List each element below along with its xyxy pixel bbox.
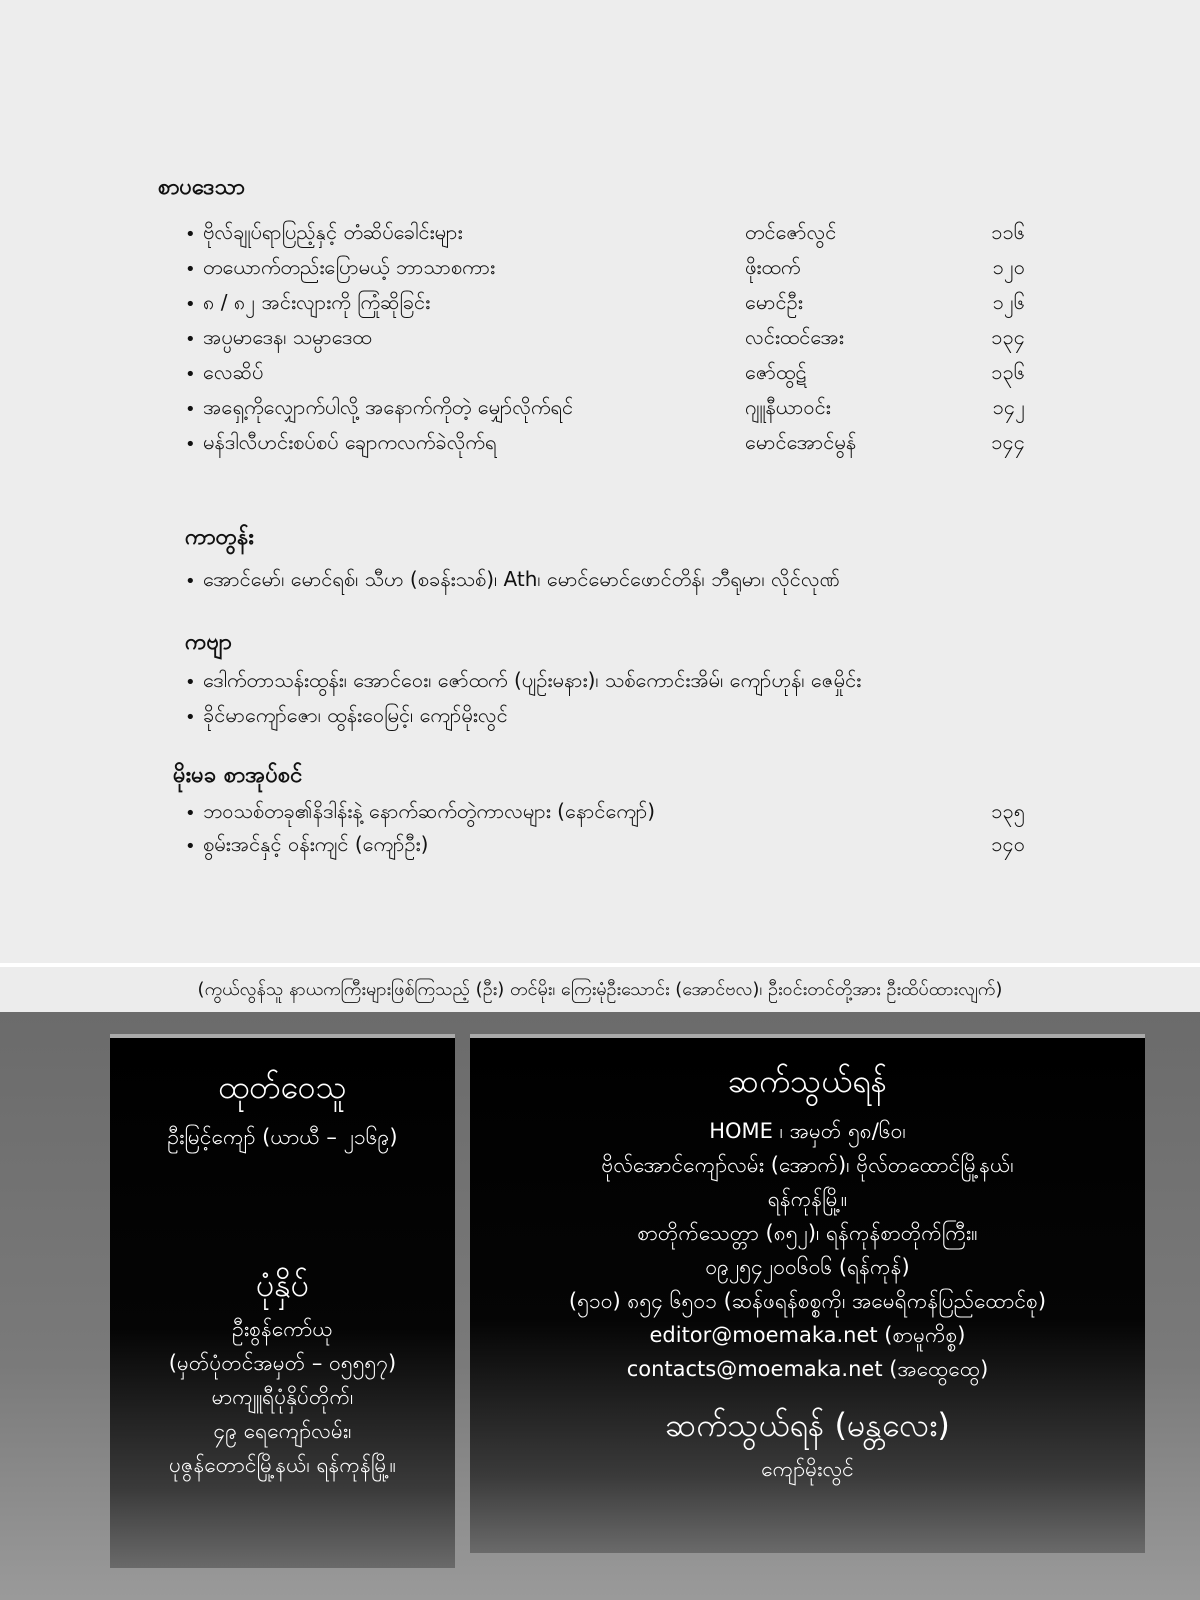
publisher-panel xyxy=(110,1034,455,1568)
list-item: • မန်ဒါလီဟင်းစပ်စပ် ချောကလက်ခဲလိုက်ရ မောင်အောင်မွန် ၁၄၄ xyxy=(185,430,1025,455)
contact-heading: ဆက်သွယ်ရန် xyxy=(727,1062,888,1100)
list-item: • အပ္ပမာဒေန၊ သမ္ပာဒေထ လင်းထင်အေး ၁၃၄ xyxy=(185,325,1025,350)
poems-line: • ဒေါက်တာသန်းထွန်း၊ အောင်ဝေး၊ ဇော်ထက် (ပျဉ်းမနား)၊ သစ်ကောင်းအိမ်၊ ကျော်ဟုန်၊ ဇေမှိုင်း xyxy=(185,668,862,693)
printer-line: ဦးစွန်ကော်ယု xyxy=(232,1317,333,1341)
printer-line: ၄၉ ရေကျော်လမ်း၊ xyxy=(213,1419,352,1443)
contact-line: HOME ၊ အမှတ် ၅၈/၆၀၊ xyxy=(709,1119,906,1143)
contact-line: စာတိုက်သေတ္တာ (၈၅၂)၊ ရန်ကုန်စာတိုက်ကြီး။ xyxy=(637,1221,978,1245)
contacts-email[interactable]: contacts@moemaka.net (အထွေထွေ) xyxy=(626,1357,989,1381)
printer-line: ပုဇွန်တောင်မြို့နယ်၊ ရန်ကုန်မြို့။ xyxy=(169,1453,396,1477)
footer xyxy=(0,1012,1200,1600)
contact-line: ရန်ကုန်မြို့။ xyxy=(767,1187,848,1211)
poems-line: • ခိုင်မာကျော်ဇော၊ ထွန်းဝေမြင့်၊ ကျော်မိုးလွင် xyxy=(185,703,508,728)
list-item: • ဗိုလ်ချုပ်ရာပြည့်နှင့် တံဆိပ်ခေါင်းများ တင်ဇော်လွင် ၁၁၆ xyxy=(185,220,1025,245)
mandalay-contact-name: ကျော်မိုးလွင် xyxy=(761,1457,854,1481)
contact-panel xyxy=(470,1034,1145,1553)
contents-heading: စာပဒေသာ xyxy=(158,175,245,200)
list-item: • စွမ်းအင်နှင့် ဝန်းကျင် (ကျော်ဦး) ၁၄၀ xyxy=(185,832,1025,857)
publisher-heading: ထုတ်ဝေသူ xyxy=(218,1068,347,1106)
cartoons-heading: ကာတွန်း xyxy=(185,525,254,550)
printer-heading: ပုံနှိပ် xyxy=(255,1266,310,1304)
contact-line: ၀၉၂၅၄၂၀၀၆၀၆ (ရန်ကုန်) xyxy=(705,1255,910,1279)
list-item: • အရှေ့ကိုလျှောက်ပါလို့ အနောက်ကိုတဲ့ မျှော်လိုက်ရင် ဂျူနီယာဝင်း ၁၄၂ xyxy=(185,395,1025,420)
list-item: • လေဆိပ် ဇော်ထွဋ် ၁၃၆ xyxy=(185,360,1025,385)
publisher-name: ဦးမြင့်ကျော် (ယာယီ – ၂၁၆၉) xyxy=(167,1125,398,1149)
mandalay-contact-heading: ဆက်သွယ်ရန် (မန္တလေး) xyxy=(665,1406,950,1444)
memorial-caption: (ကွယ်လွန်သူ နာယကကြီးများဖြစ်ကြသည့် (ဦး) တင်မိုး၊ ကြေးမုံဦးသောင်း (အောင်ဗလ)၊ ဦးဝင်းတင်တို့အား ဦးထိပ်ထားလျက်) xyxy=(0,967,1200,1012)
cartoons-line: • အောင်မော်၊ မောင်ရစ်၊ သီဟ (စခန်းသစ်)၊ Ath၊ မောင်မောင်ဖောင်တိန်၊ ဘီရုမာ၊ လိုင်လုဏ် xyxy=(185,567,840,592)
contact-line: ဗိုလ်အောင်ကျော်လမ်း (အောက်)၊ ဗိုလ်တထောင်မြို့နယ်၊ xyxy=(601,1153,1014,1177)
inserts-heading: မိုးမခ စာအုပ်စင် xyxy=(173,763,303,788)
contact-line: (၅၁၀) ၈၅၄ ၆၅၀၁ (ဆန်ဖရန်စစ္စကို၊ အမေရိကန်ပြည်ထောင်စု) xyxy=(568,1289,1047,1313)
printer-line: မာကျူရီပုံနှိပ်တိုက်၊ xyxy=(211,1385,354,1409)
poems-heading: ကဗျာ xyxy=(185,630,232,655)
printer-line: (မှတ်ပုံတင်အမှတ် – ၀၅၅၅၇) xyxy=(168,1351,397,1375)
list-item: • ဘဝသစ်တခု၏နိဒါန်းနဲ့ နောက်ဆက်တွဲကာလများ (နောင်ကျော်) ၁၃၅ xyxy=(185,799,1025,824)
list-item: • ၈ / ၈၂ အင်းလျားကို ကြုံဆိုခြင်း မောင်ဦး ၁၂၆ xyxy=(185,290,1025,315)
list-item: • တယောက်တည်းပြောမယ့် ဘာသာစကား ဖိုးထက် ၁၂၀ xyxy=(185,255,1025,280)
editor-email[interactable]: editor@moemaka.net (စာမူကိစ္စ) xyxy=(649,1323,966,1347)
